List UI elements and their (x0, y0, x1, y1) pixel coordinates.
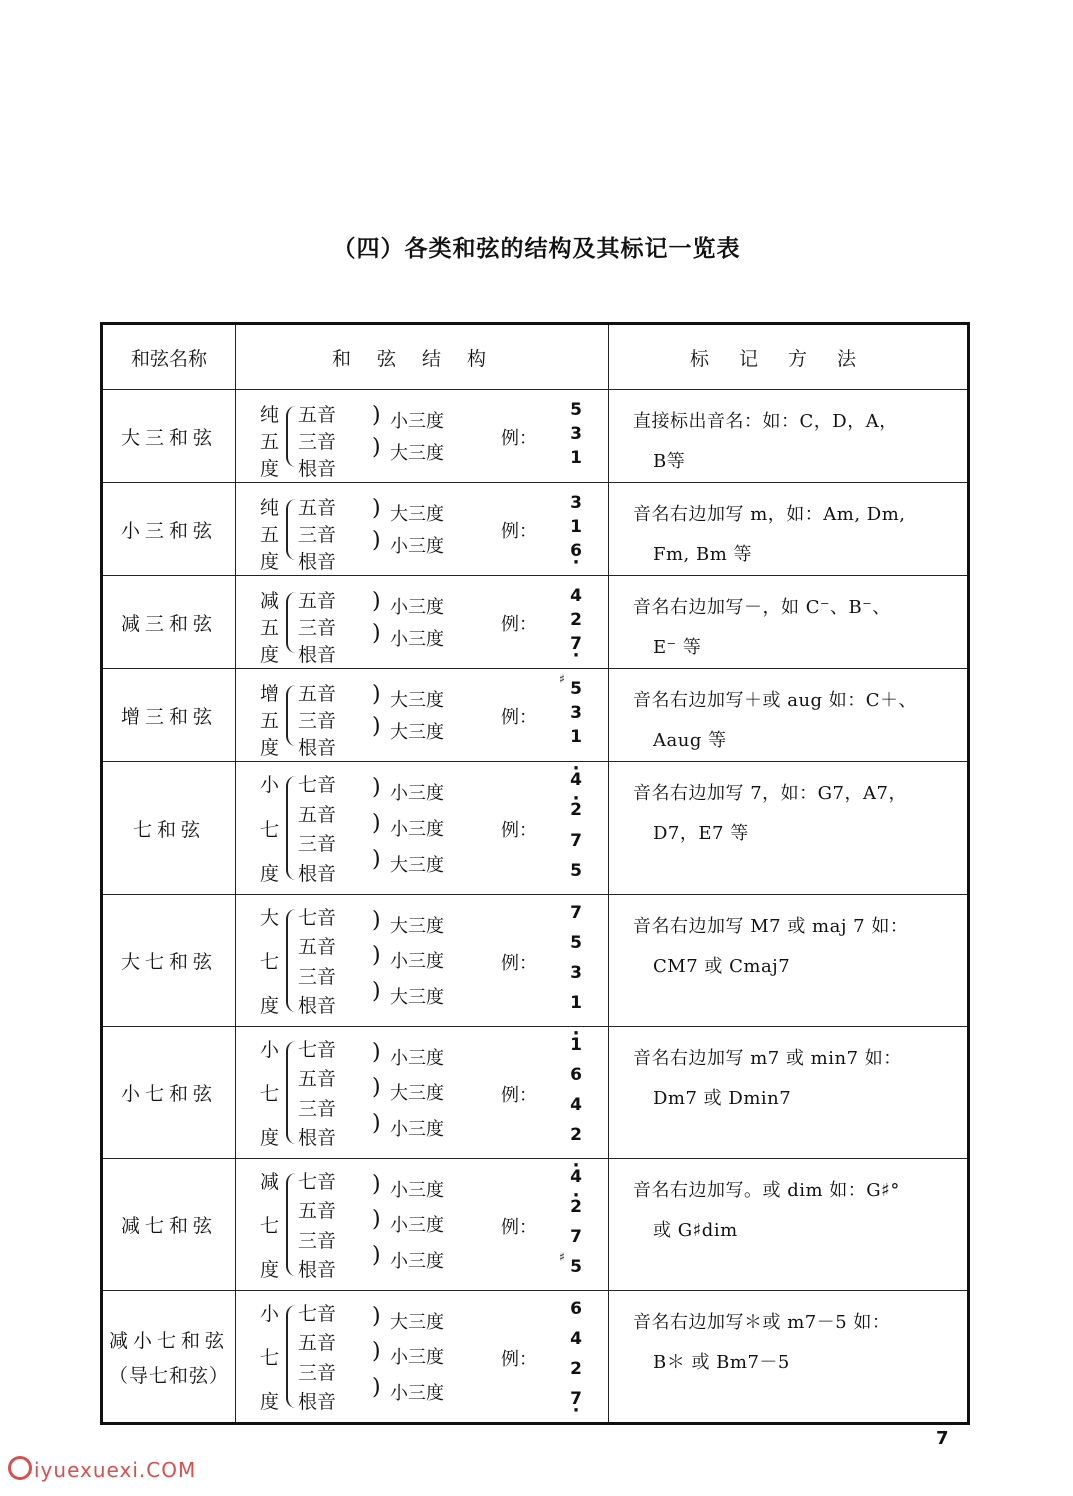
chord-tone: 五音 (298, 1332, 337, 1355)
chord-name-cell (102, 762, 236, 895)
notation-line: 直接标出音名：如：C，D，A， (633, 411, 898, 432)
chord-tones (298, 1167, 366, 1282)
quality-char: 度 (260, 995, 280, 1017)
note-number (570, 772, 582, 789)
interval-label: ) 大三度 (386, 1308, 444, 1334)
chord-tone: 五音 (298, 1200, 337, 1223)
example-notes (559, 1167, 582, 1277)
quality-char: 五 (260, 709, 280, 732)
chord-structure-cell (236, 895, 609, 1027)
note-number (570, 995, 582, 1012)
note-number (570, 1301, 582, 1318)
chord-tone: 七音 (298, 1039, 337, 1061)
interval-label: ) 大三度 (386, 912, 444, 938)
note-number (570, 726, 582, 747)
chord-tone: 根音 (298, 1258, 337, 1281)
chord-name: 减小七和弦 (108, 1329, 229, 1352)
chord-structure (236, 485, 608, 574)
chord-name-cell (102, 895, 236, 1027)
note-value: 1 (570, 516, 582, 537)
table-row (102, 1159, 969, 1291)
watermark-logo-icon (8, 1456, 32, 1480)
example-label: 例： (501, 707, 537, 728)
quality-char: 五 (260, 616, 280, 639)
notation-line: CM7 或 Cmaj7 (653, 956, 791, 977)
note-value: 1 (570, 993, 582, 1013)
chord-tone: 三音 (298, 709, 337, 732)
quality-char: 小 (260, 774, 280, 796)
quality-char: 七 (260, 1347, 280, 1369)
interval-label: ) 小三度 (386, 947, 444, 973)
note-value: 2 (570, 800, 582, 821)
interval-quality (260, 400, 280, 480)
chord-structure-cell (236, 762, 609, 895)
note-number (570, 492, 582, 513)
example-label: 例： (501, 614, 537, 635)
note-number (570, 540, 582, 561)
note-number (570, 399, 582, 420)
notation-line: Dm7 或 Dmin7 (653, 1088, 792, 1109)
quality-char: 五 (260, 523, 280, 546)
chord-name-cell (102, 390, 236, 483)
note-number (570, 860, 582, 881)
chord-tone: 三音 (298, 523, 337, 546)
table-row (102, 895, 969, 1027)
note-value: 5 (570, 860, 582, 881)
chord-name-cell (102, 483, 236, 576)
sharp-icon: ♯ (559, 671, 565, 686)
interval-label: ) 大三度 (386, 718, 444, 744)
chord-structure-cell (236, 390, 609, 483)
chord-structure (236, 1159, 608, 1290)
interval-list (386, 404, 444, 469)
interval-quality (260, 679, 280, 759)
chord-tone: 七音 (298, 1303, 337, 1325)
note-number (570, 633, 582, 654)
interval-label: ) 小三度 (386, 1044, 444, 1070)
note-number (570, 965, 582, 982)
notation-line: 音名右边加写－，如 C⁻、B⁻、 (633, 597, 891, 618)
note-number (570, 1391, 582, 1408)
interval-label: ) 小三度 (386, 815, 444, 841)
quality-char: 度 (260, 643, 280, 666)
chord-tone: 五音 (298, 589, 337, 612)
note-value: 4 (570, 1167, 582, 1187)
notation-line: D7，E7 等 (653, 823, 749, 844)
chord-structure-cell (236, 1159, 609, 1291)
chord-structure (236, 392, 608, 481)
interval-list (386, 1303, 444, 1410)
chord-tones (298, 1299, 366, 1414)
quality-char: 增 (260, 682, 280, 705)
notation-line: B等 (653, 451, 686, 472)
example-label: 例： (501, 1348, 537, 1370)
notation-cell (609, 895, 969, 1027)
chord-tone: 七音 (298, 907, 337, 929)
quality-char: 七 (260, 818, 280, 841)
header-row (102, 324, 969, 390)
chord-structure-cell (236, 1027, 609, 1159)
chord-name: 七和弦 (132, 818, 205, 841)
chord-tone: 根音 (298, 736, 337, 759)
header-notation: 标记方法 (609, 324, 969, 390)
table-row (102, 1027, 969, 1159)
quality-char: 七 (260, 1215, 280, 1237)
quality-char: 七 (260, 951, 280, 973)
note-value: 1 (570, 1035, 582, 1055)
quality-char: 度 (260, 1127, 280, 1149)
interval-quality (260, 770, 279, 886)
note-value: 7 (570, 830, 582, 851)
note-number (570, 1097, 582, 1114)
chord-tone: 五音 (298, 1068, 337, 1091)
notation-line: 音名右边加写 m7 或 min7 如： (633, 1048, 902, 1069)
chord-structure (236, 1291, 608, 1422)
chord-tone: 三音 (298, 1229, 337, 1252)
chord-tone: 五音 (298, 936, 337, 959)
note-number (570, 447, 582, 468)
interval-list (386, 907, 444, 1014)
header-name: 和弦名称 (102, 324, 236, 390)
chord-name-cell (102, 576, 236, 669)
example-notes (570, 905, 582, 1012)
chord-tone: 七音 (298, 1171, 337, 1193)
note-number (570, 702, 582, 723)
note-value: 5 (570, 678, 582, 699)
notation-line: E⁻ 等 (653, 637, 702, 658)
chord-structure (236, 895, 608, 1026)
example-notes (570, 772, 582, 880)
chord-table (100, 322, 970, 1425)
chord-name: 增三和弦 (120, 705, 217, 728)
chord-structure-cell (236, 483, 609, 576)
note-value: 5 (570, 1257, 582, 1277)
note-value: 7 (570, 1227, 582, 1247)
chord-name: 小三和弦 (120, 519, 217, 542)
chord-tones (298, 400, 366, 480)
chord-structure (236, 762, 608, 894)
quality-char: 大 (260, 907, 280, 929)
notation-cell (609, 483, 969, 576)
quality-char: 小 (260, 1303, 280, 1325)
interval-label: ) 大三度 (386, 500, 444, 526)
note-value: 6 (570, 540, 582, 561)
chord-name-cell (102, 1291, 236, 1424)
quality-char: 度 (260, 736, 280, 759)
interval-label: ) 大三度 (386, 983, 444, 1009)
note-number (559, 671, 582, 699)
interval-label: ) 小三度 (386, 1247, 444, 1273)
example-label: 例： (501, 428, 537, 449)
interval-label: ) 大三度 (386, 439, 444, 465)
quality-char: 度 (260, 550, 280, 573)
interval-label: ) 小三度 (386, 1379, 444, 1405)
interval-list (386, 774, 444, 882)
chord-tones (298, 903, 366, 1018)
chord-tone: 根音 (298, 643, 337, 666)
example-notes (559, 671, 582, 747)
quality-char: 度 (260, 1259, 280, 1281)
chord-tones (298, 586, 366, 666)
note-value: 4 (570, 770, 582, 790)
notation-line: Aaug 等 (653, 730, 727, 751)
chord-tone: 根音 (298, 1390, 337, 1413)
example-notes (570, 1037, 582, 1144)
quality-char: 度 (260, 457, 280, 480)
quality-char: 减 (260, 1171, 280, 1193)
note-number (570, 609, 582, 630)
notation-line: Fm, Bm 等 (653, 544, 753, 565)
example-notes (570, 492, 582, 561)
table-row (102, 483, 969, 576)
interval-list (386, 497, 444, 562)
chord-structure (236, 671, 608, 760)
note-number (570, 1199, 582, 1216)
chord-name: 大三和弦 (120, 426, 217, 449)
chord-tones (298, 493, 366, 573)
chord-tone: 根音 (298, 457, 337, 480)
quality-char: 五 (260, 430, 280, 453)
example-notes (570, 1301, 582, 1408)
note-value: 3 (570, 702, 582, 723)
chord-name: 大七和弦 (120, 951, 217, 973)
interval-quality (260, 1299, 279, 1414)
note-value: 2 (570, 609, 582, 630)
notation-line: 音名右边加写 7，如：G7，A7， (633, 783, 907, 804)
notation-line: 或 G♯dim (653, 1220, 738, 1241)
interval-quality (260, 1035, 279, 1150)
interval-label: ) 小三度 (386, 1176, 444, 1202)
chord-tone: 三音 (298, 1097, 337, 1120)
notation-cell (609, 576, 969, 669)
notation-cell (609, 669, 969, 762)
note-number (559, 1250, 582, 1277)
note-value: 2 (570, 1197, 582, 1217)
chord-tone: 五音 (298, 682, 337, 705)
note-value: 5 (570, 933, 582, 953)
chord-tone: 七音 (298, 774, 337, 796)
table-row (102, 669, 969, 762)
note-value: 4 (570, 1329, 582, 1349)
notation-cell (609, 1159, 969, 1291)
quality-char: 七 (260, 1083, 280, 1105)
interval-label: ) 小三度 (386, 532, 444, 558)
chord-structure (236, 1027, 608, 1158)
chord-name-cell (102, 1027, 236, 1159)
note-number (570, 585, 582, 606)
interval-label: ) 小三度 (386, 1343, 444, 1369)
header-structure: 和弦结构 (236, 324, 609, 390)
note-value: 2 (570, 1359, 582, 1379)
notation-line: 音名右边加写 M7 或 maj 7 如： (633, 916, 909, 937)
chord-name-sub: （导七和弦） (108, 1364, 229, 1387)
note-number (570, 1229, 582, 1246)
note-number (570, 1037, 582, 1054)
page-number: 7 (936, 1428, 949, 1449)
note-value: 3 (570, 423, 582, 444)
chord-tone: 五音 (298, 803, 337, 826)
chord-tone: 三音 (298, 833, 337, 856)
notation-cell (609, 762, 969, 895)
interval-list (386, 683, 444, 748)
chord-tones (298, 1035, 366, 1150)
note-value: 5 (570, 399, 582, 420)
table-row (102, 576, 969, 669)
notation-line: 音名右边加写＋或 aug 如：C＋、 (633, 690, 918, 711)
note-number (570, 802, 582, 819)
chord-tone: 三音 (298, 430, 337, 453)
chord-structure-cell (236, 1291, 609, 1424)
chord-tone: 根音 (298, 862, 337, 885)
chord-tone: 五音 (298, 496, 337, 519)
chord-name-cell (102, 669, 236, 762)
chord-tone: 根音 (298, 994, 337, 1017)
chord-structure-cell (236, 576, 609, 669)
example-label: 例： (501, 952, 537, 974)
notation-cell (609, 1027, 969, 1159)
notation-line: 音名右边加写 m，如：Am, Dm, (633, 504, 906, 525)
quality-char: 纯 (260, 496, 280, 519)
quality-char: 减 (260, 589, 280, 612)
chord-name-cell (102, 1159, 236, 1291)
note-value: 6 (570, 1065, 582, 1085)
interval-quality (260, 903, 279, 1018)
note-value: 3 (570, 492, 582, 513)
example-label: 例： (501, 1216, 537, 1238)
example-label: 例： (501, 820, 537, 841)
chord-tone: 三音 (298, 616, 337, 639)
note-value: 1 (570, 726, 582, 747)
sharp-icon: ♯ (559, 1250, 565, 1264)
chord-name: 减三和弦 (120, 612, 217, 635)
interval-label: ) 小三度 (386, 779, 444, 805)
note-number (570, 1067, 582, 1084)
chord-name: 减七和弦 (120, 1215, 217, 1237)
interval-quality (260, 1167, 279, 1282)
chord-tone: 三音 (298, 1361, 337, 1384)
notation-cell (609, 1291, 969, 1424)
chord-structure-cell (236, 669, 609, 762)
quality-char: 小 (260, 1039, 280, 1061)
table-row (102, 390, 969, 483)
note-value: 4 (570, 585, 582, 606)
note-value: 7 (570, 903, 582, 923)
note-value: 2 (570, 1125, 582, 1145)
chord-tone: 五音 (298, 403, 337, 426)
chord-name: 小七和弦 (120, 1083, 217, 1105)
notation-line: 音名右边加写＊或 m7－5 如： (633, 1312, 891, 1333)
interval-label: ) 小三度 (386, 593, 444, 619)
chord-structure (236, 578, 608, 667)
interval-label: ) 小三度 (386, 1115, 444, 1141)
chord-tone: 根音 (298, 1126, 337, 1149)
interval-label: ) 大三度 (386, 686, 444, 712)
quality-char: 纯 (260, 403, 280, 426)
note-number (570, 516, 582, 537)
page-title: （四）各类和弦的结构及其标记一览表 (332, 236, 741, 262)
note-number (570, 935, 582, 952)
note-value: 7 (570, 1389, 582, 1409)
note-number (570, 1169, 582, 1186)
interval-list (386, 1171, 444, 1278)
note-value: 6 (570, 1299, 582, 1319)
quality-char: 度 (260, 863, 280, 885)
interval-list (386, 1039, 444, 1146)
chord-tones (298, 770, 366, 886)
notation-cell (609, 390, 969, 483)
notation-line: B＊ 或 Bm7－5 (653, 1352, 790, 1373)
note-value: 7 (570, 633, 582, 654)
quality-char: 度 (260, 1391, 280, 1413)
example-label: 例： (501, 521, 537, 542)
example-notes (570, 399, 582, 468)
note-value: 4 (570, 1095, 582, 1115)
interval-label: ) 小三度 (386, 1211, 444, 1237)
interval-list (386, 590, 444, 655)
note-number (570, 1331, 582, 1348)
chord-tone: 三音 (298, 965, 337, 988)
note-number (570, 1361, 582, 1378)
interval-label: ) 小三度 (386, 407, 444, 433)
interval-label: ) 小三度 (386, 625, 444, 651)
table-row (102, 762, 969, 895)
note-number (570, 905, 582, 922)
chord-tone: 根音 (298, 550, 337, 573)
note-number (570, 423, 582, 444)
example-notes (570, 585, 582, 654)
watermark: iyuexuexi.COM (8, 1456, 196, 1482)
interval-quality (260, 586, 280, 666)
notation-line: 音名右边加写。或 dim 如：G♯° (633, 1180, 900, 1201)
interval-label: ) 大三度 (386, 1079, 444, 1105)
chord-tones (298, 679, 366, 759)
interval-quality (260, 493, 280, 573)
note-number (570, 830, 582, 851)
note-number (570, 1127, 582, 1144)
table-row (102, 1291, 969, 1424)
interval-label: ) 大三度 (386, 851, 444, 877)
note-value: 3 (570, 963, 582, 983)
example-label: 例： (501, 1084, 537, 1106)
note-value: 1 (570, 447, 582, 468)
